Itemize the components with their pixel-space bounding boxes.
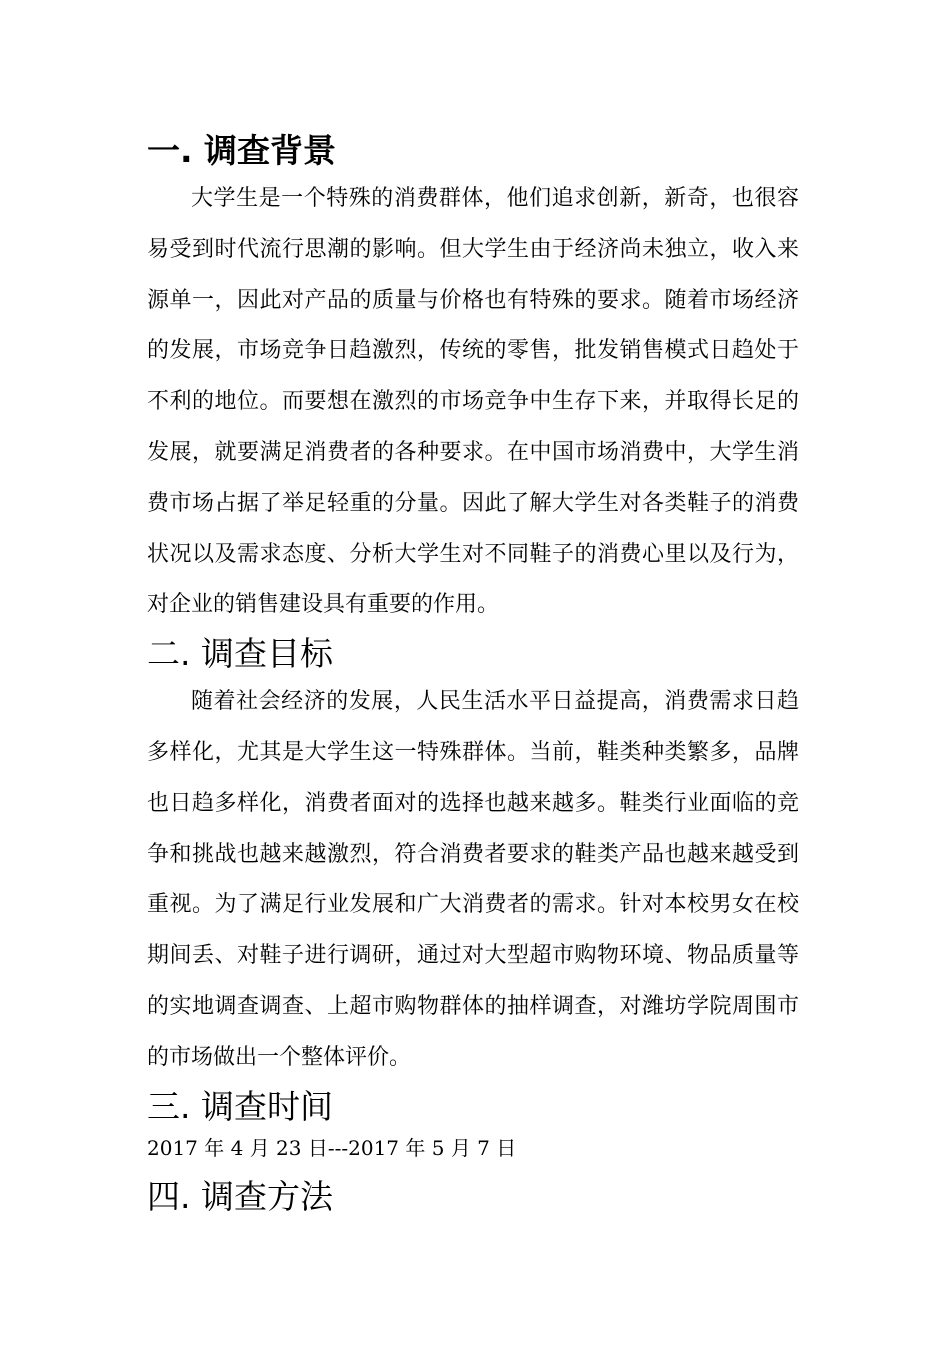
section-body-background: 大学生是一个特殊的消费群体，他们追求创新，新奇，也很容易受到时代流行思潮的影响。但大学生由于经济尚未独立，收入来源单一，因此对产品的质量与价格也有特殊的要求。随着市场经济的发展，市场竞争日趋激烈，传统的零售，批发销售模式日趋处于不利的地位。而要想在激烈的市场竞争中生存下来，并取得长足的发展，就要满足消费者的各种要求。在中国市场消费中，大学生消费市场占据了举足轻重的分量。因此了解大学生对各类鞋子的消费状况以及需求态度、分析大学生对不同鞋子的消费心里以及行为，对企业的销售建设具有重要的作用。 xyxy=(147,186,799,618)
section-heading-background: 一. 调查背景 xyxy=(147,131,337,170)
section-body-time: 2017 年 4 月 23 日---2017 年 5 月 7 日 xyxy=(147,1135,517,1160)
document-content xyxy=(147,128,799,1220)
section-heading-method: 四. 调查方法 xyxy=(147,1176,333,1216)
section-heading-goal: 二. 调查目标 xyxy=(147,634,333,674)
section-body-goal: 随着社会经济的发展，人民生活水平日益提高，消费需求日趋多样化，尤其是大学生这一特殊群体。当前，鞋类种类繁多，品牌也日趋多样化，消费者面对的选择也越来越多。鞋类行业面临的竞争和挑战也越来越激烈，符合消费者要求的鞋类产品也越来越受到重视。为了满足行业发展和广大消费者的需求。针对本校男女在校期间丢、对鞋子进行调研，通过对大型超市购物环境、物品质量等的实地调查调查、上超市购物群体的抽样调查，对潍坊学院周围市的市场做出一个整体评价。 xyxy=(147,689,799,1070)
section-heading-time: 三. 调查时间 xyxy=(147,1086,333,1126)
